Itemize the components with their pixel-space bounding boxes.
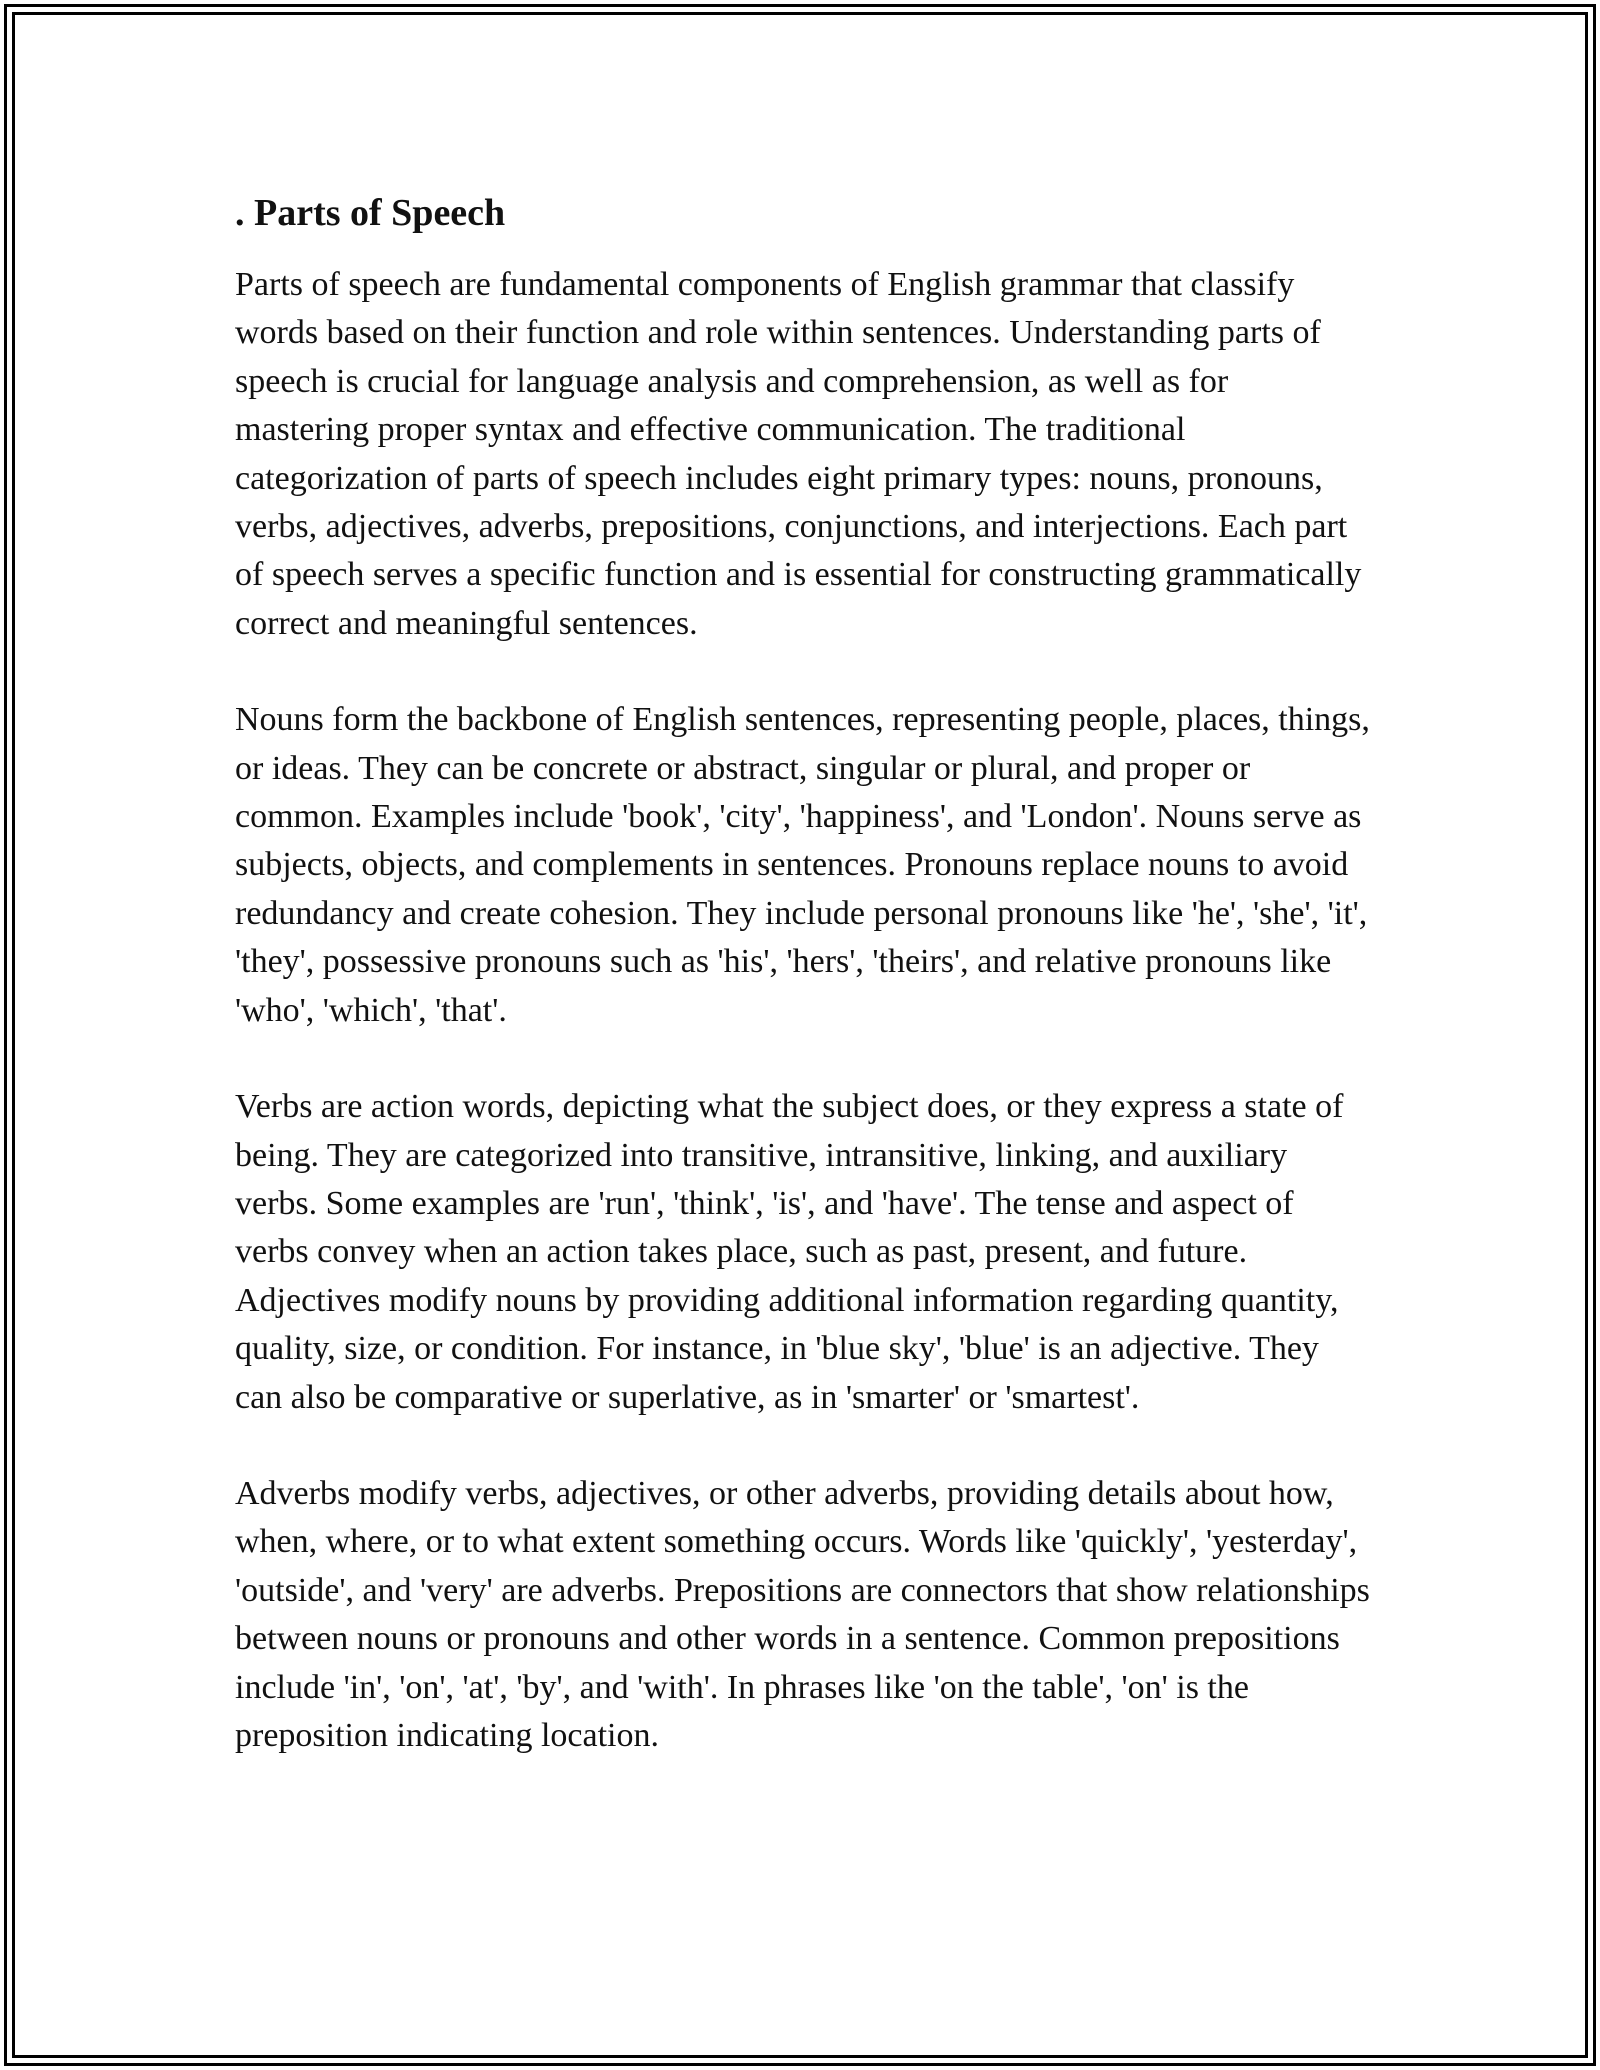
paragraph-adverbs-prepositions: Adverbs modify verbs, adjectives, or other adverbs, providing details about how, when, where, or to what extent something occurs. Words like 'quickly', 'yesterday', 'outside', and 'very' are adverbs. Prepositions are connectors that show relationships between nouns or pronouns and other words in a sentence. Common prepositions include 'in', 'on', 'at', 'by', and 'with'. In phrases like 'on the table', 'on' is the preposition indicating location. xyxy=(235,1474,1370,1754)
document-body xyxy=(235,185,1370,1760)
paragraph-nouns-pronouns: Nouns form the backbone of English sentences, representing people, places, things, or ideas. They can be concrete or abstract, singular or plural, and proper or common. Examples include 'book', 'city', 'happiness', and 'London'. Nouns serve as subjects, objects, and complements in sentences. Pronouns replace nouns to avoid redundancy and create cohesion. They include personal pronouns like 'he', 'she', 'it', 'they', possessive pronouns such as 'his', 'hers', 'theirs', and relative pronouns like 'who', 'which', 'that'. xyxy=(235,701,1370,1029)
section-heading: . Parts of Speech xyxy=(235,192,506,234)
paragraph-verbs-adjectives: Verbs are action words, depicting what the subject does, or they express a state of being. They are categorized into transitive, intransitive, linking, and auxiliary verbs. Some examples are 'run', 'think', 'is', and 'have'. The tense and aspect of verbs convey when an action takes place, such as past, present, and future. Adjectives modify nouns by providing additional information regarding quantity, quality, size, or condition. For instance, in 'blue sky', 'blue' is an adjective. They can also be comparative or superlative, as in 'smarter' or 'smartest'. xyxy=(235,1088,1344,1416)
paragraph-introduction: Parts of speech are fundamental components of English grammar that classify words based on their function and role within sentences. Understanding parts of speech is crucial for language analysis and comprehension, as well as for mastering proper syntax and effective communication. The traditional categorization of parts of speech includes eight primary types: nouns, pronouns, verbs, adjectives, adverbs, prepositions, conjunctions, and interjections. Each part of speech serves a specific function and is essential for constructing grammatically correct and meaningful sentences. xyxy=(235,266,1362,642)
